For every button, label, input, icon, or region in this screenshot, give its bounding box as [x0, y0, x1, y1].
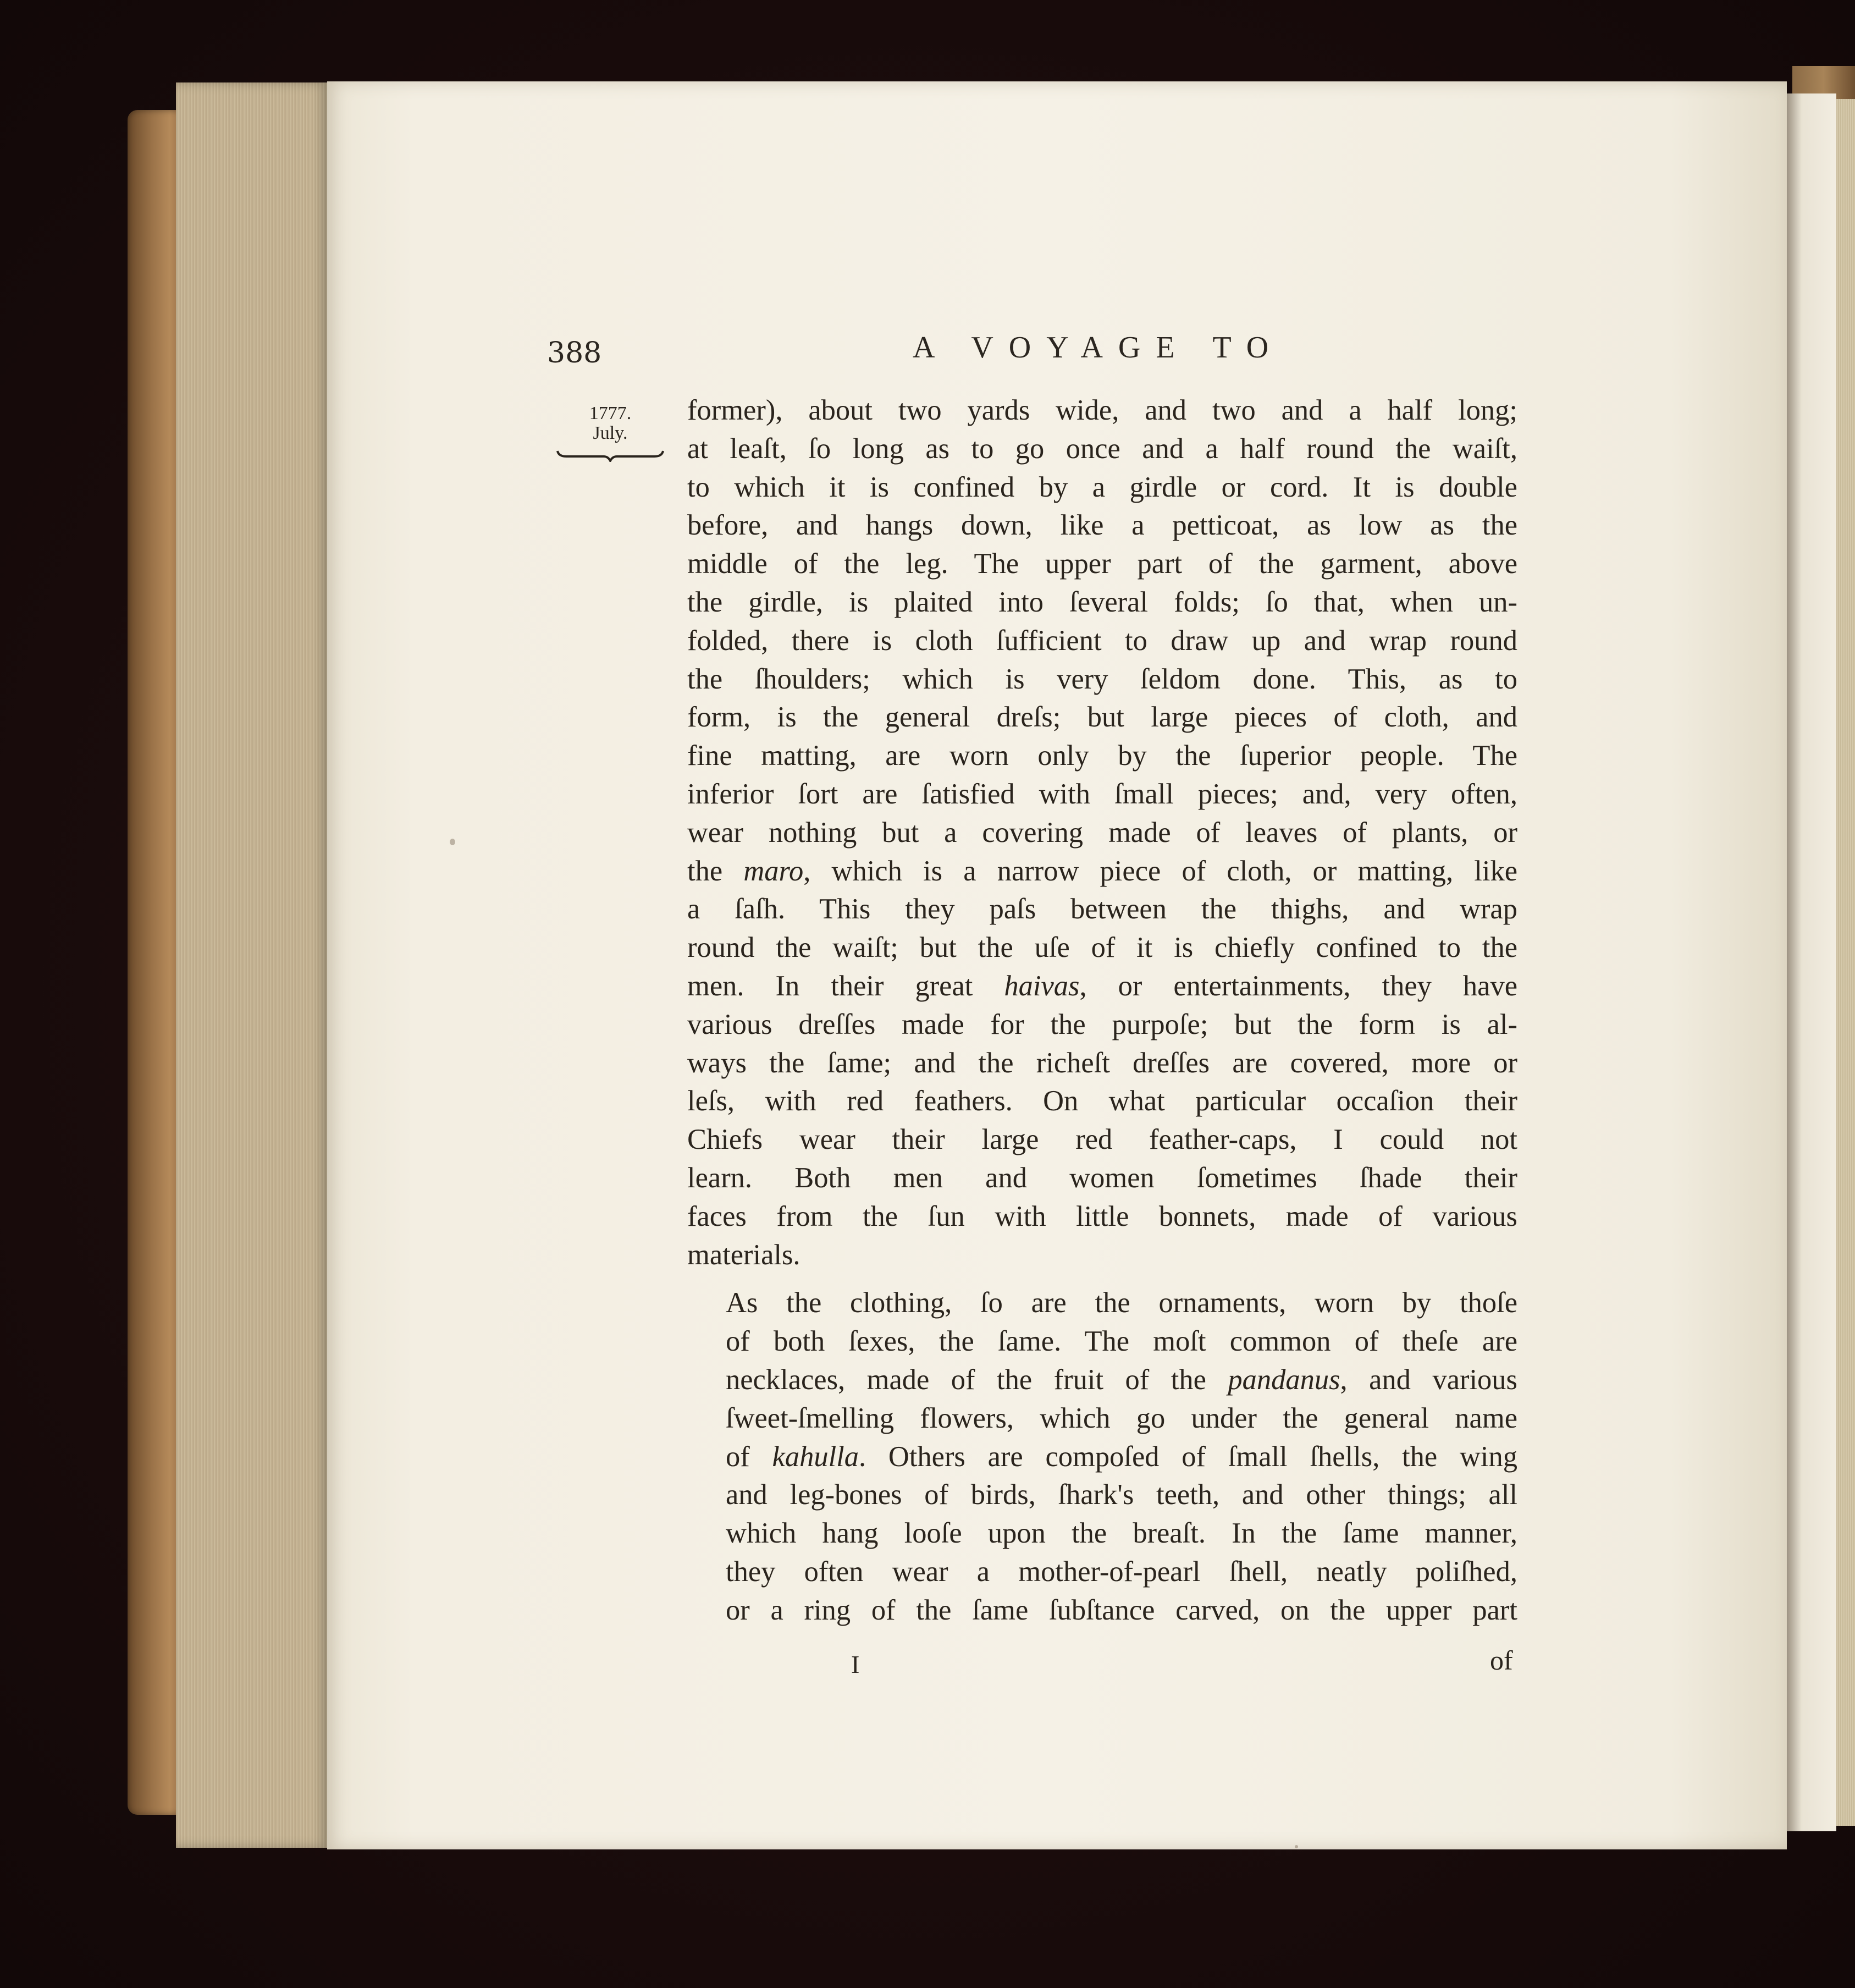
text-line: leſs, with red feathers. On what particular occaſion their — [687, 1085, 1517, 1117]
margin-date-note — [553, 404, 668, 443]
margin-month: July. — [593, 423, 628, 443]
text-line: necklaces, made of the fruit of the pandanus, and various — [726, 1363, 1517, 1396]
text-line: form, is the general dreſs; but large pieces of cloth, and — [687, 701, 1517, 734]
text-line: before, and hangs down, like a petticoat, as low as the — [687, 509, 1517, 542]
text-line: and leg-bones of birds, ſhark's teeth, and other things; all — [726, 1479, 1517, 1511]
italic-term: kahulla — [772, 1440, 859, 1473]
text-line: learn. Both men and women ſometimes ſhade their — [687, 1161, 1517, 1194]
body-text — [687, 392, 1517, 1630]
text-line: inferior ſort are ſatisfied with ſmall pieces; and, very often, — [687, 778, 1517, 810]
text-line: As the clothing, ſo are the ornaments, worn by thoſe — [726, 1287, 1517, 1319]
text-line: men. In their great haivas, or entertainments, they have — [687, 970, 1517, 1002]
text-line: former), about two yards wide, and two and a half long; — [687, 394, 1517, 426]
margin-year: 1777. — [589, 403, 632, 423]
text-line: of both ſexes, the ſame. The moſt common of theſe are — [726, 1325, 1517, 1358]
signature-mark: I — [851, 1650, 860, 1678]
italic-term: pandanus — [1228, 1363, 1340, 1396]
paragraph — [687, 1284, 1517, 1629]
text-line: to which it is confined by a girdle or cord. It is double — [687, 471, 1517, 503]
text-line: round the waiſt; but the uſe of it is chiefly confined to the — [687, 932, 1517, 964]
paragraph — [687, 392, 1517, 1274]
paper-blemish — [450, 839, 455, 845]
text-line: materials. — [687, 1238, 800, 1271]
text-line: Chiefs wear their large red feather-caps, I could not — [687, 1124, 1517, 1156]
text-line: which hang looſe upon the breaſt. In the ſame manner, — [726, 1517, 1517, 1550]
text-line: they often wear a mother-of-pearl ſhell, neatly poliſhed, — [726, 1555, 1517, 1588]
facing-page-edge — [1787, 93, 1836, 1831]
text-line: of kahulla. Others are compoſed of ſmall ſhells, the wing — [726, 1440, 1518, 1473]
text-line: the girdle, is plaited into ſeveral folds; ſo that, when un- — [687, 586, 1517, 618]
catchword: of — [1490, 1645, 1513, 1676]
text-line: faces from the ſun with little bonnets, made of various — [687, 1200, 1517, 1232]
text-line: ſweet-ſmelling flowers, which go under the general name — [726, 1402, 1517, 1434]
page-number: 388 — [547, 337, 602, 370]
text-line: a ſaſh. This they paſs between the thighs, and wrap — [687, 893, 1517, 926]
text-line: middle of the leg. The upper part of the garment, above — [687, 548, 1517, 580]
running-title: A VOYAGE TO — [913, 331, 1284, 365]
text-line: ways the ſame; and the richeſt dreſſes are covered, more or — [687, 1047, 1517, 1079]
text-line: various dreſſes made for the purpoſe; but the form is al- — [687, 1008, 1517, 1040]
italic-term: maro — [743, 855, 804, 887]
italic-term: haivas — [1004, 970, 1080, 1002]
text-line: or a ring of the ſame ſubſtance carved, on the upper part — [726, 1594, 1517, 1626]
text-line: at leaſt, ſo long as to go once and a half round the waiſt, — [687, 432, 1517, 465]
text-line: wear nothing but a covering made of leaves of plants, or — [687, 816, 1517, 849]
page-block-edges — [176, 82, 330, 1848]
margin-brace-ornament — [555, 445, 665, 462]
text-line: fine matting, are worn only by the ſuperior people. The — [687, 740, 1517, 772]
paper-blemish — [1295, 1845, 1298, 1848]
text-line: the ſhoulders; which is very ſeldom done. This, as to — [687, 663, 1517, 695]
text-line: folded, there is cloth ſufficient to draw up and wrap round — [687, 624, 1517, 657]
text-line: the maro, which is a narrow piece of cloth, or matting, like — [687, 855, 1518, 887]
